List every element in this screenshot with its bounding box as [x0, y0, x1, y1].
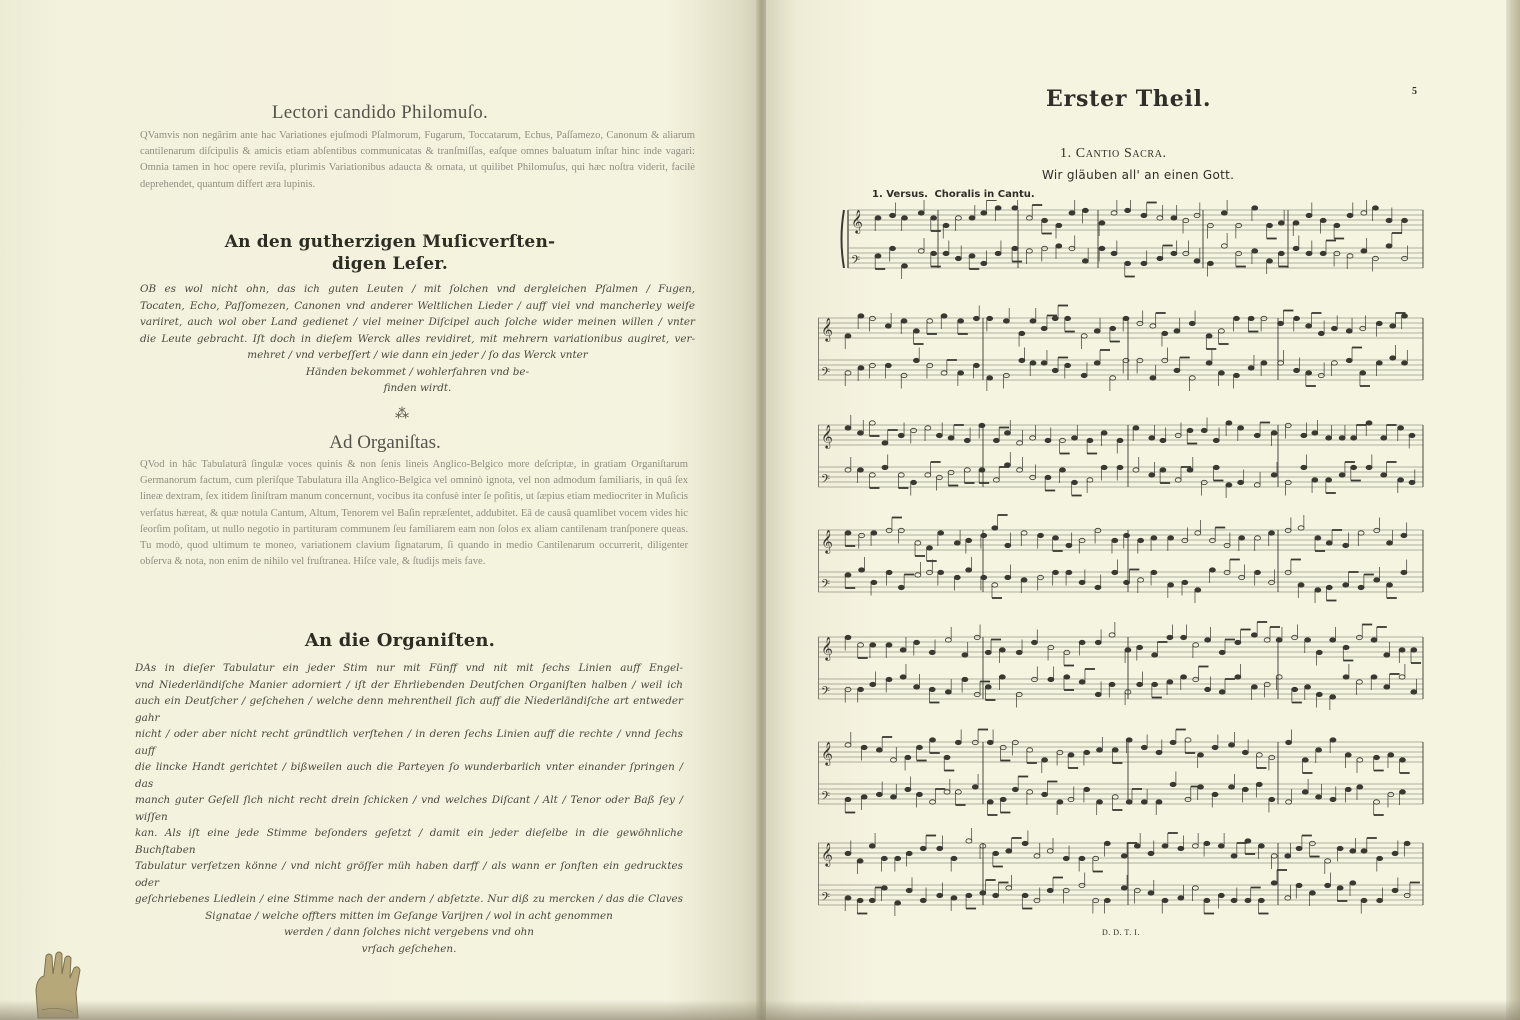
text-line: werden / dann ſolches nicht vergebens vnd ohn — [284, 926, 534, 938]
svg-text:𝄢: 𝄢 — [821, 366, 831, 382]
svg-text:𝄞: 𝄞 — [821, 636, 833, 660]
svg-text:𝄢: 𝄢 — [821, 578, 831, 594]
text-line: finden wirdt. — [383, 382, 452, 394]
ornament: ⁂ — [395, 407, 409, 422]
text-line: vnd Niederländiſche Manier adorniert / iſt der Ehrliebenden Deutſchen Organiſten halben / weil ich — [135, 678, 683, 691]
versus-number: 1. Versus. — [872, 189, 928, 200]
text-line: auch ein Deutſcher / geſchehen / welche denn mehrentheil ſich auff die Niederländiſche art entweder gahr — [135, 695, 683, 724]
text-line: Signatae / welche offters mitten im Geſange Varijren / wol in acht genommen — [205, 909, 613, 922]
svg-text:𝄢: 𝄢 — [821, 790, 831, 806]
footer-signature: D. D. T. I. — [1102, 928, 1140, 937]
text-line: variiret, auch wol ober Land gedienet / viel meiner Diſcipel auch ſolche wider meinen willen / vnter — [140, 316, 695, 328]
text-line: Tabulatur verſetzen könne / vnd nicht gröſſer müh haben darff / als wann er ſonſten ein gedrucktes oder — [135, 860, 683, 889]
text-line: Händen bekommet / wohlerfahren vnd be- — [305, 365, 530, 378]
svg-text:𝄢: 𝄢 — [821, 685, 831, 701]
latin-heading: Lectori candido Philomuſo. — [271, 102, 489, 123]
page-number: 5 — [1412, 86, 1417, 97]
text-line: kan. Als iſt eine jede Stimme beſonders geſetzt / damit ein jeder dieſelbe in die gewöhnliche Buchſtaben — [135, 827, 683, 856]
text-line: DAs in dieſer Tabulatur ein jeder Stim nur mit Fünff vnd nit mit ſechs Linien auff Engel- — [135, 662, 683, 674]
svg-text:𝄞: 𝄞 — [821, 842, 833, 866]
text-line: OB es wol nicht ohn, das ich guten Leuten / mit ſolchen vnd dergleichen Pſalmen / Fugen, — [140, 283, 695, 295]
german-paragraph-2 — [135, 660, 683, 957]
german-heading-2: An die Organiſten. — [304, 630, 496, 651]
svg-text:𝄢: 𝄢 — [851, 254, 861, 270]
svg-text:𝄞: 𝄞 — [821, 317, 833, 341]
svg-text:𝄞: 𝄞 — [851, 209, 863, 233]
bottom-shadow — [0, 1000, 1520, 1020]
latin-paragraph-2: QVod in hâc Tabulaturâ ſingulæ voces quinis & non ſenis lineis Anglico-Belgico more deſcriptæ, in gratiam Organiſtarum Germanorum factum, cum pleriſque Tabulatura illa Anglico-Belgica vel omninò ignota, vel non admodum familiaris, in quâ ſex lineæ dextram, ſex itidem ſiniſtram manum concernunt, vocibus ita confusè inter ſe poſitis, ut ſæpius etiam mediocriter in Muſicis verſatus hæreat, & quæ notula Cantum, Altum, Tenorem vel Baſin repræſentet, addubitet. Eâ de causâ quamlibet vocem vides hic ſeorſim poſitam, ut nullo negotio in partituram communem ſeu familiarem eam non ſolos ex aliam cantilenam tranſponere queas. Tu modò, quod ultimum te moneo, variationem clavium ſignatarum, ſi quando in medio Cantilenarum occurrerit, diligenter obſerva & nota, non enim de nihilo vel fruſtranea. Hiſce vale, & ſtudijs meis fave. — [140, 459, 688, 568]
part-title: Erster Theil. — [1046, 86, 1212, 112]
svg-text:𝄢: 𝄢 — [821, 473, 831, 489]
versus-description: Choralis in Cantu. — [934, 189, 1035, 200]
latin-paragraph: QVamvis non negârim ante hac Variationes ejuſmodi Pſalmorum, Fugarum, Toccatarum, Echus, Paſſamezo, Canonum & aliarum cantilenarum diſcipulis & amicis etiam abſentibus communicatas & tranſmiſſas, eaſque omnes baluatum inſtar hinc inde vagari: Omnia tamen in hoc opere reviſa, plurimis Variationibus adaucta & ornata, ut quilibet Philomuſus, qui hæc noſtra viderit, facilè deprehendet, quantum differt æra lupinis. — [140, 130, 695, 190]
svg-text:𝄞: 𝄞 — [821, 529, 833, 553]
piece-title: 1. Cantio Sacra. — [1060, 146, 1167, 161]
book-edge — [1506, 0, 1520, 1020]
svg-text:𝄢: 𝄢 — [821, 891, 831, 907]
german-paragraph — [140, 281, 695, 397]
text-line: Tocaten, Echo, Paſſomezen, Canonen vnd anderer Weltlichen Lieder / auff viel vnd mancherley weiſe — [140, 299, 695, 312]
text-line: mehret / vnd verbeſſert / wie dann ein jeder / ſo das Werck vnter — [247, 349, 588, 361]
svg-text:𝄞: 𝄞 — [821, 741, 833, 765]
text-line: manch guter Geſell ſich nicht recht drein ſchicken / vnd welches Diſcant / Alt / Tenor oder Baß ſey / wiſſen — [135, 794, 683, 823]
german-heading-line2: digen Leſer. — [332, 254, 448, 274]
text-line: die lincke Handt gerichtet / bißweilen auch die Parteyen ſo wunderbarlich vnter einander ſpringen / das — [135, 761, 683, 790]
text-line: vrſach geſchehen. — [361, 942, 457, 955]
german-heading-line1: An den gutherzigen Muſicverſten- — [224, 232, 556, 252]
text-line: die Leute gebracht. Iſt doch in dieſem Werck alles revidiret, mit mehrern variationibus augiret, ver- — [140, 332, 695, 345]
svg-text:𝄞: 𝄞 — [821, 424, 833, 448]
latin-heading-2: Ad Organiſtas. — [329, 432, 441, 453]
text-line: nicht / oder aber nicht recht gründtlich verſtehen / in deren ſechs Linien auff die rechte / vnnd ſechs auff — [135, 728, 683, 757]
piece-subtitle: Wir gläuben all' an einen Gott. — [1042, 168, 1235, 182]
versus-label — [872, 189, 1035, 200]
text-line: geſchriebenes Liedlein / eine Stimme nach der andern / abſetzte. Nur diß zu mercken / das die Claves — [135, 893, 683, 905]
music-score — [818, 200, 1428, 920]
